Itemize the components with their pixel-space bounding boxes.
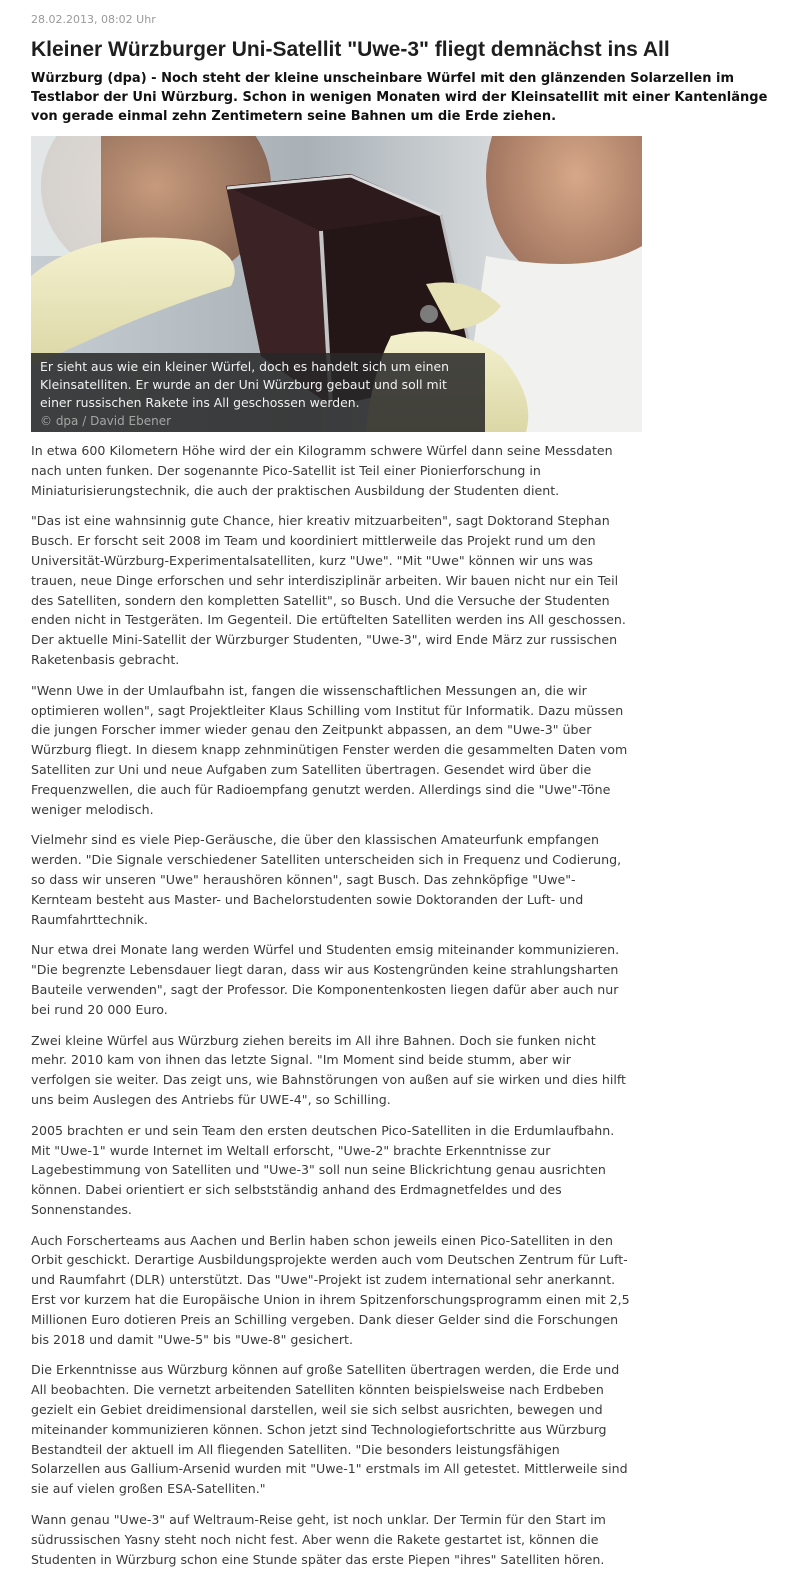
- article-paragraph: Wann genau "Uwe-3" auf Weltraum-Reise geht, ist noch unklar. Der Termin für den Start im südrussischen Yasny steht noch nicht fest. Aber wenn die Rakete gestartet ist, können die Studenten in Würzburg schon eine Stunde später das erste Piepen "ihres" Satelliten hören.: [31, 1512, 606, 1567]
- article-dateline: 28.02.2013, 08:02 Uhr: [31, 13, 156, 26]
- caption-text: Er sieht aus wie ein kleiner Würfel, doch es handelt sich um einen Kleinsatelliten. Er wurde an der Uni Würzburg gebaut und soll mit einer russischen Rakete ins All geschossen werden.: [40, 359, 449, 410]
- article-paragraph: "Das ist eine wahnsinnig gute Chance, hier kreativ mitzuarbeiten", sagt Doktorand Stephan Busch. Er forscht seit 2008 im Team und koordiniert mittlerweile das Projekt rund um den Universität-Würzburg-Experimentalsatelliten, kurz "Uwe". "Mit "Uwe" können wir uns was trauen, neue Dinge erforschen und sehr interdisziplinär arbeiten. Wir bauen nicht nur ein Teil des Satelliten, sondern den kompletten Satellit", so Busch. Und die Versuche der Studenten enden nicht in Testgeräten. Im Gegenteil. Die ertüftelten Satelliten werden ins All geschossen. Der aktuelle Mini-Satellit der Würzburger Studenten, "Uwe-3", wird Ende März zur russischen Raketenbasis gebracht.: [31, 513, 626, 667]
- article-body: [31, 441, 631, 1580]
- article-paragraph: Die Erkenntnisse aus Würzburg können auf große Satelliten übertragen werden, die Erde und All beobachten. Die vernetzt arbeitenden Satelliten könnten beispielsweise nach Erdbeben gezielt ein Gebiet dreidimensional darstellen, weil sie sich selbst ausrichten, bewegen und miteinander kommunizieren können. Schon jetzt sind Technologiefortschritte aus Würzburg Bestandteil der aktuell im All fliegenden Satelliten. "Die besonders leistungsfähigen Solarzellen aus Gallium-Arsenid wurden mit "Uwe-1" erstmals im All getestet. Mittlerweile sind sie auf vielen großen ESA-Satelliten.": [31, 1362, 628, 1497]
- article-paragraph: 2005 brachten er und sein Team den ersten deutschen Pico-Satelliten in die Erdumlaufbahn. Mit "Uwe-1" wurde Internet im Weltall erforscht, "Uwe-2" brachte Erkenntnisse zur Lagebestimmung von Satelliten und "Uwe-3" soll nun seine Blickrichtung genau ausrichten können. Dabei orientiert er sich selbstständig anhand des Erdmagnetfeldes und des Sonnenstandes.: [31, 1122, 615, 1217]
- article-paragraph: Auch Forscherteams aus Aachen und Berlin haben schon jeweils einen Pico-Satelliten in den Orbit geschickt. Derartige Ausbildungsprojekte werden auch vom Deutschen Zentrum für Luft- und Raumfahrt (DLR) unterstützt. Das "Uwe"-Projekt ist zudem international sehr anerkannt. Erst vor kurzem hat die Europäische Union in ihrem Spitzenforschungsprogramm einen mit 2,5 Millionen Euro dotieren Preis an Schilling vergeben. Dank dieser Gelder sind die Forschungen bis 2018 und damit "Uwe-5" bis "Uwe-8" gesichert.: [31, 1232, 630, 1347]
- article-headline: Kleiner Würzburger Uni-Satellit "Uwe-3" fliegt demnächst ins All: [31, 38, 670, 61]
- image-caption: [31, 353, 485, 432]
- article-paragraph: Nur etwa drei Monate lang werden Würfel und Studenten emsig miteinander kommunizieren. "Die begrenzte Lebensdauer liegt daran, dass wir aus Kostengründen keine strahlungsharten Bauteile verwenden", sagt der Professor. Die Komponentenkosten liegen dafür aber auch nur bei rund 20 000 Euro.: [31, 942, 620, 1017]
- article-paragraph: Vielmehr sind es viele Piep-Geräusche, die über den klassischen Amateurfunk empfangen werden. "Die Signale verschiedener Satelliten unterscheiden sich in Frequenz und Codierung, so dass wir unseren "Uwe" heraushören können", sagt Busch. Das zehnköpfige "Uwe"-Kernteam besteht aus Master- und Bachelorstudenten sowie Doktoranden der Luft- und Raumfahrttechnik.: [31, 832, 622, 927]
- article-paragraph: Zwei kleine Würfel aus Würzburg ziehen bereits im All ihre Bahnen. Doch sie funken nicht mehr. 2010 kam von ihnen das letzte Signal. "Im Moment sind beide stumm, aber wir verfolgen sie weiter. Das zeigt uns, wie Bahnstörungen von außen auf sie wirken und dies hilft uns beim Auslegen des Antriebs für UWE-4", so Schilling.: [31, 1032, 626, 1107]
- article-paragraph: In etwa 600 Kilometern Höhe wird der ein Kilogramm schwere Würfel dann seine Messdaten nach unten funken. Der sogenannte Pico-Satellit ist Teil einer Pionierforschung in Miniaturisierungstechnik, die auch der praktischen Ausbildung der Studenten dient.: [31, 443, 613, 498]
- article-paragraph: "Wenn Uwe in der Umlaufbahn ist, fangen die wissenschaftlichen Messungen an, die wir optimieren wollen", sagt Projektleiter Klaus Schilling vom Institut für Informatik. Dazu müssen die jungen Forscher immer wieder genau den Zeitpunkt abpassen, an dem "Uwe-3" über Würzburg fliegt. In diesem knapp zehnminütigen Fenster werden die gesammelten Daten vom Satelliten zur Uni und neue Aufgaben zum Satelliten übertragen. Gesendet wird über die Frequenzwellen, die auch für Radioempfang genutzt werden. Allerdings sind die "Uwe"-Töne weniger melodisch.: [31, 682, 628, 817]
- article-lead: Würzburg (dpa) - Noch steht der kleine unscheinbare Würfel mit den glänzenden Solarzellen im Testlabor der Uni Würzburg. Schon in wenigen Monaten wird der Kleinsatellit mit einer Kantenlänge von gerade einmal zehn Zentimetern seine Bahnen um die Erde ziehen.: [31, 71, 768, 124]
- article-figure: [31, 136, 642, 432]
- photo-credit: © dpa / David Ebener: [40, 414, 172, 428]
